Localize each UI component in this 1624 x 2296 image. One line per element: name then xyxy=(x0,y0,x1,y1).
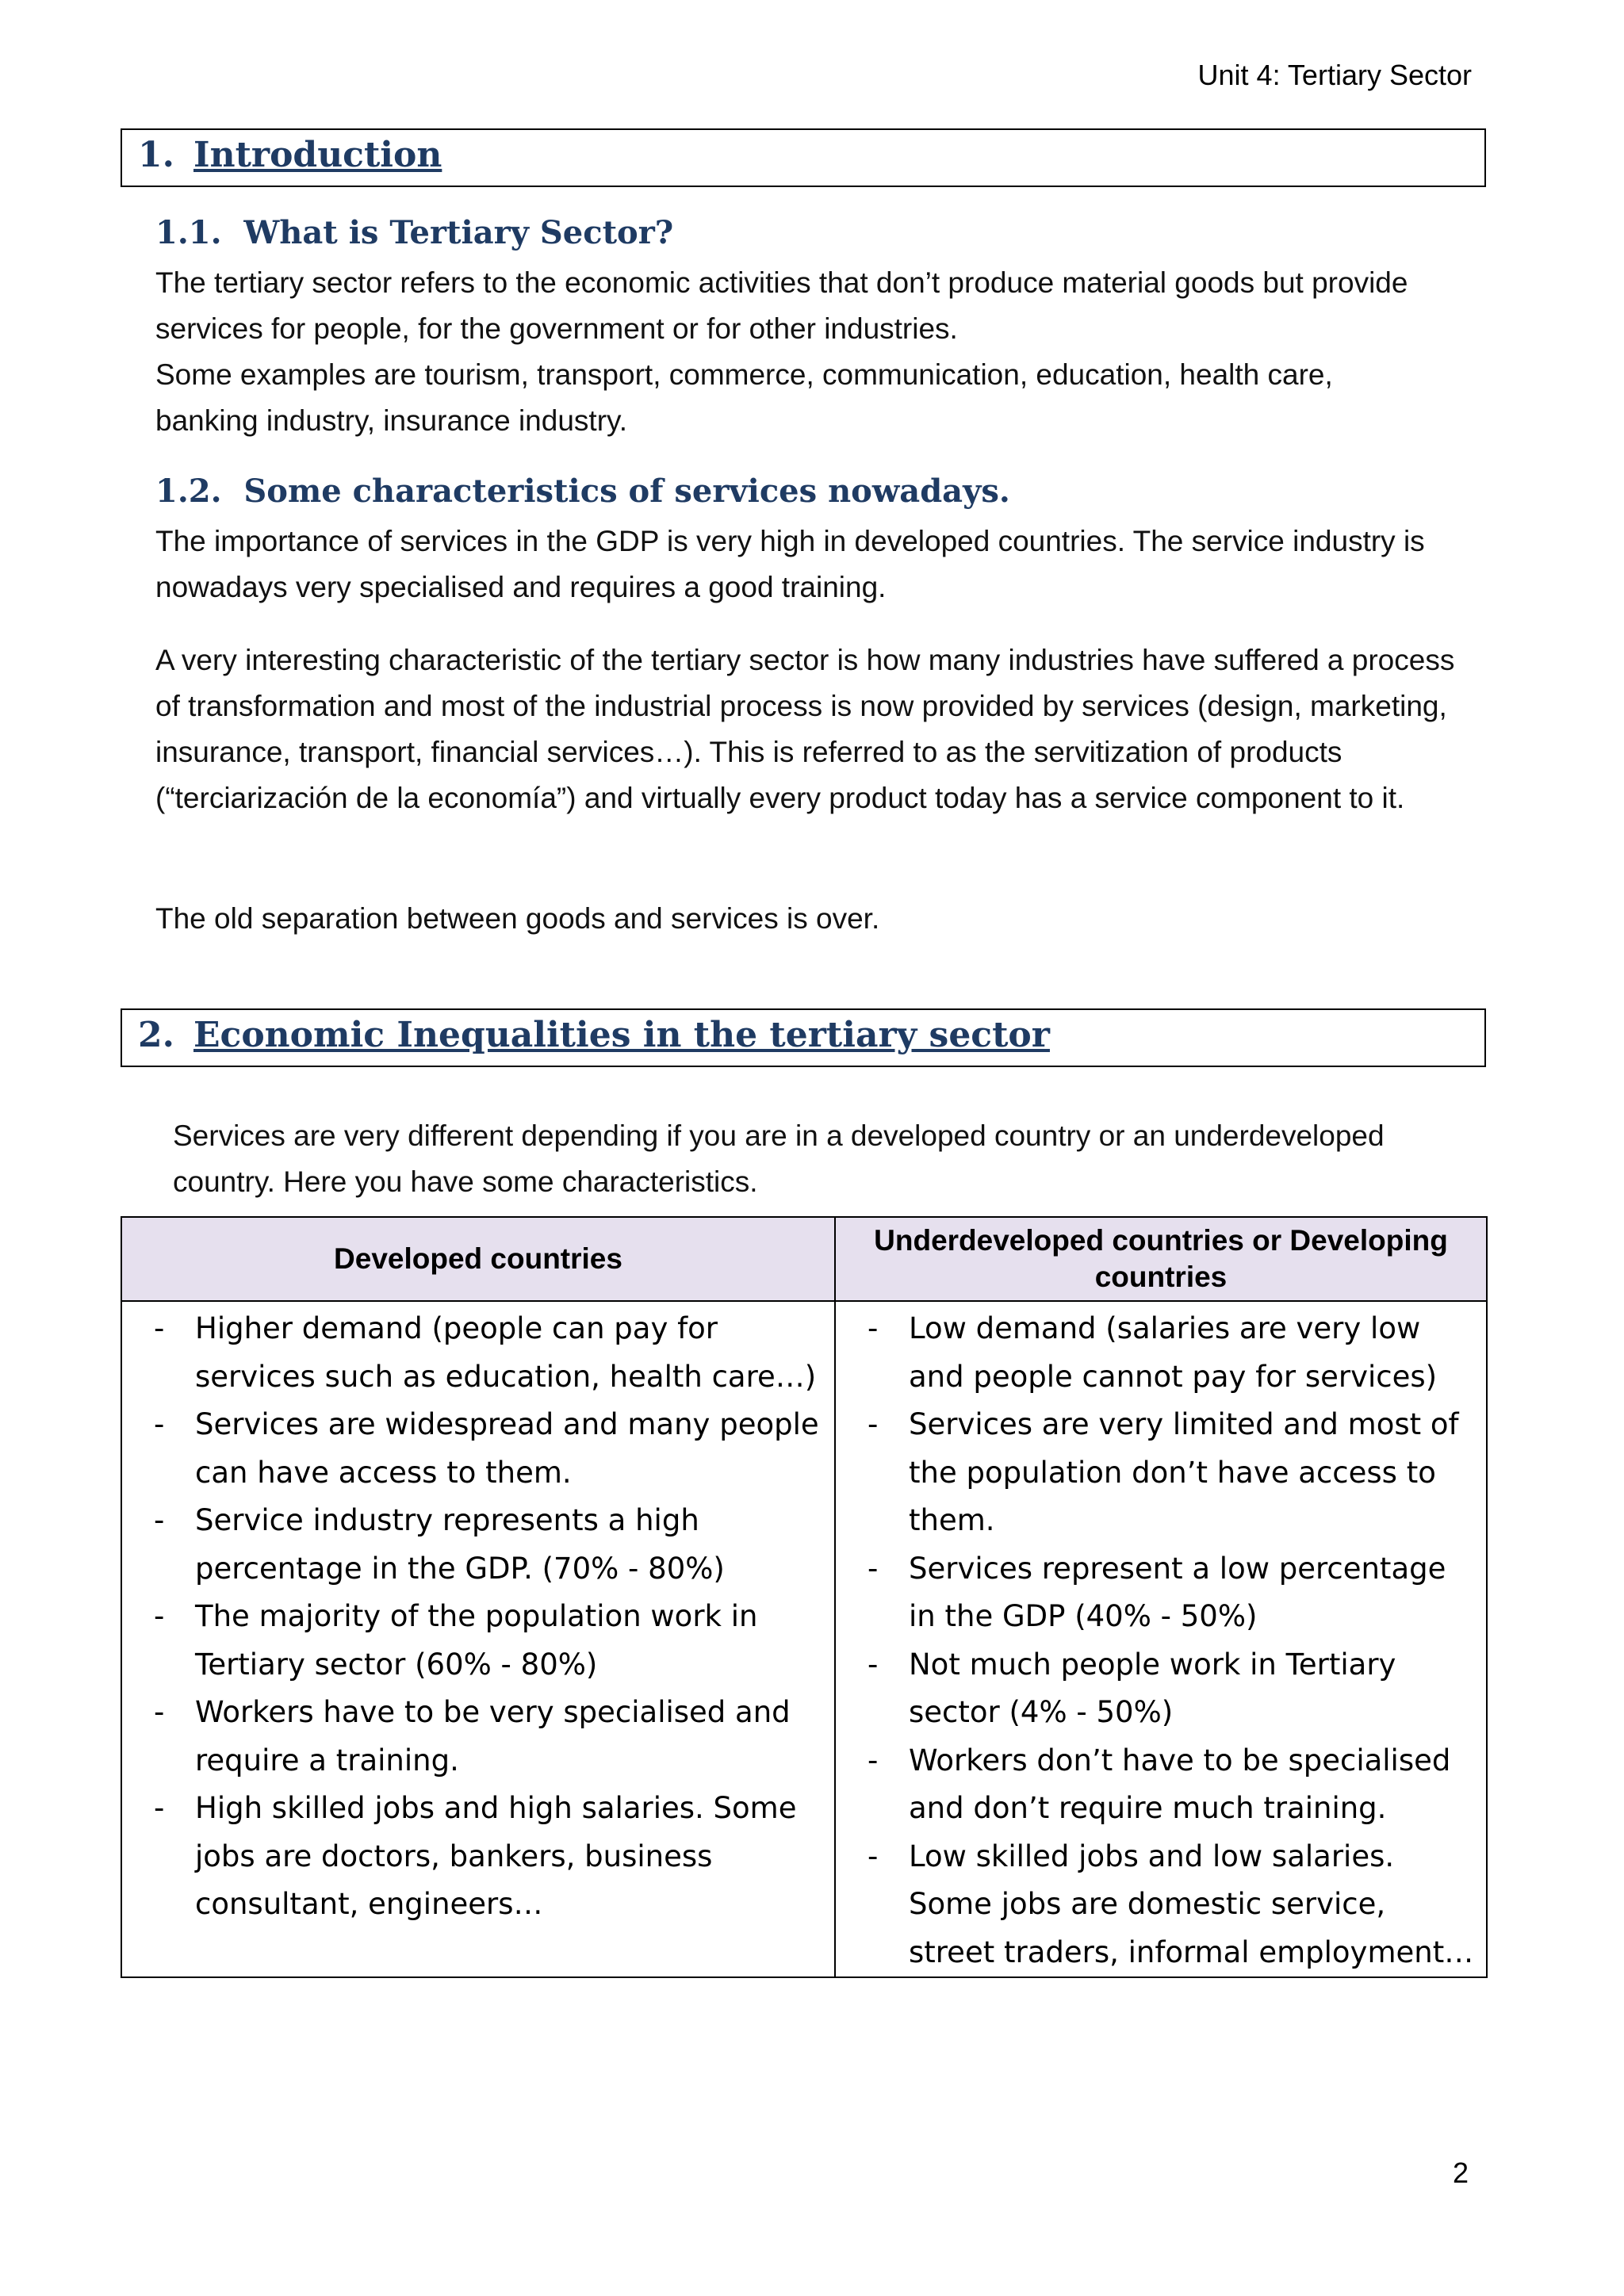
subsection-1-2-number: 1.2. xyxy=(155,473,222,510)
unit-header: Unit 4: Tertiary Sector xyxy=(1197,59,1472,91)
section-2-heading xyxy=(121,1008,1486,1067)
list-item: - Services are widespread and many people can have access to them. xyxy=(154,1407,819,1490)
comparison-table xyxy=(121,1216,1488,1978)
developed-cell xyxy=(121,1301,835,1977)
list-item: - Service industry represents a high percentage in the GDP. (70% - 80%) xyxy=(154,1503,725,1586)
list-item: - High skilled jobs and high salaries. Some jobs are doctors, bankers, business consultant, engineers… xyxy=(154,1791,797,1921)
list-item: - Low skilled jobs and low salaries. Some jobs are domestic service, street traders, informal employment… xyxy=(868,1839,1474,1969)
subsection-1-1-heading xyxy=(155,214,673,251)
paragraph: The importance of services in the GDP is very high in developed countries. The service industry is nowadays very specialised and requires a good training. xyxy=(155,525,1425,603)
section-1-number: 1. xyxy=(138,135,174,175)
section-2-number: 2. xyxy=(138,1015,174,1055)
developed-list xyxy=(122,1302,834,1929)
table-header-row xyxy=(121,1217,1487,1301)
section-1-title: Introduction xyxy=(193,135,442,175)
paragraph: Some examples are tourism, transport, commerce, communication, education, health care, banking industry, insurance industry. xyxy=(155,358,1333,437)
subsection-1-2-heading xyxy=(155,473,1010,510)
subsection-1-1-number: 1.1. xyxy=(155,214,222,251)
section-2-title: Economic Inequalities in the tertiary sector xyxy=(193,1015,1050,1055)
paragraph: A very interesting characteristic of the tertiary sector is how many industries have suffered a process of transformation and most of the industrial process is now provided by services (design, marketing, insurance, transport, financial services…). This is referred to as the servitization of products (“terciarización de la economía”) and virtually every product today has a service component to it. xyxy=(155,644,1455,814)
subsection-1-2-title: Some characteristics of services nowadays. xyxy=(243,473,1010,510)
list-item: - Services are very limited and most of the population don’t have access to them. xyxy=(868,1407,1459,1537)
paragraph: The old separation between goods and services is over. xyxy=(155,902,880,935)
list-item: - Workers don’t have to be specialised and don’t require much training. xyxy=(868,1743,1451,1825)
underdeveloped-cell xyxy=(835,1301,1487,1977)
column-header-underdeveloped: Underdeveloped countries or Developing countries xyxy=(835,1217,1487,1301)
column-header-developed: Developed countries xyxy=(121,1217,835,1301)
paragraph: The tertiary sector refers to the economic activities that don’t produce material goods but provide services for people, for the government or for other industries. xyxy=(155,266,1408,345)
list-item: - Services represent a low percentage in the GDP (40% - 50%) xyxy=(868,1551,1446,1633)
underdeveloped-list xyxy=(836,1302,1486,1976)
list-item: - Higher demand (people can pay for services such as education, health care…) xyxy=(154,1311,817,1394)
page-number: 2 xyxy=(1452,2156,1469,2189)
section-1-heading xyxy=(121,128,1486,187)
subsection-1-1-title: What is Tertiary Sector? xyxy=(243,214,674,251)
list-item: - Not much people work in Tertiary sector (4% - 50%) xyxy=(868,1647,1396,1729)
list-item: - Low demand (salaries are very low and people cannot pay for services) xyxy=(868,1311,1438,1394)
list-item: - The majority of the population work in Tertiary sector (60% - 80%) xyxy=(154,1599,758,1682)
paragraph: Services are very different depending if you are in a developed country or an underdeveloped country. Here you have some characteristics. xyxy=(173,1119,1385,1198)
list-item: - Workers have to be very specialised and require a training. xyxy=(154,1695,791,1777)
table-row xyxy=(121,1301,1487,1977)
